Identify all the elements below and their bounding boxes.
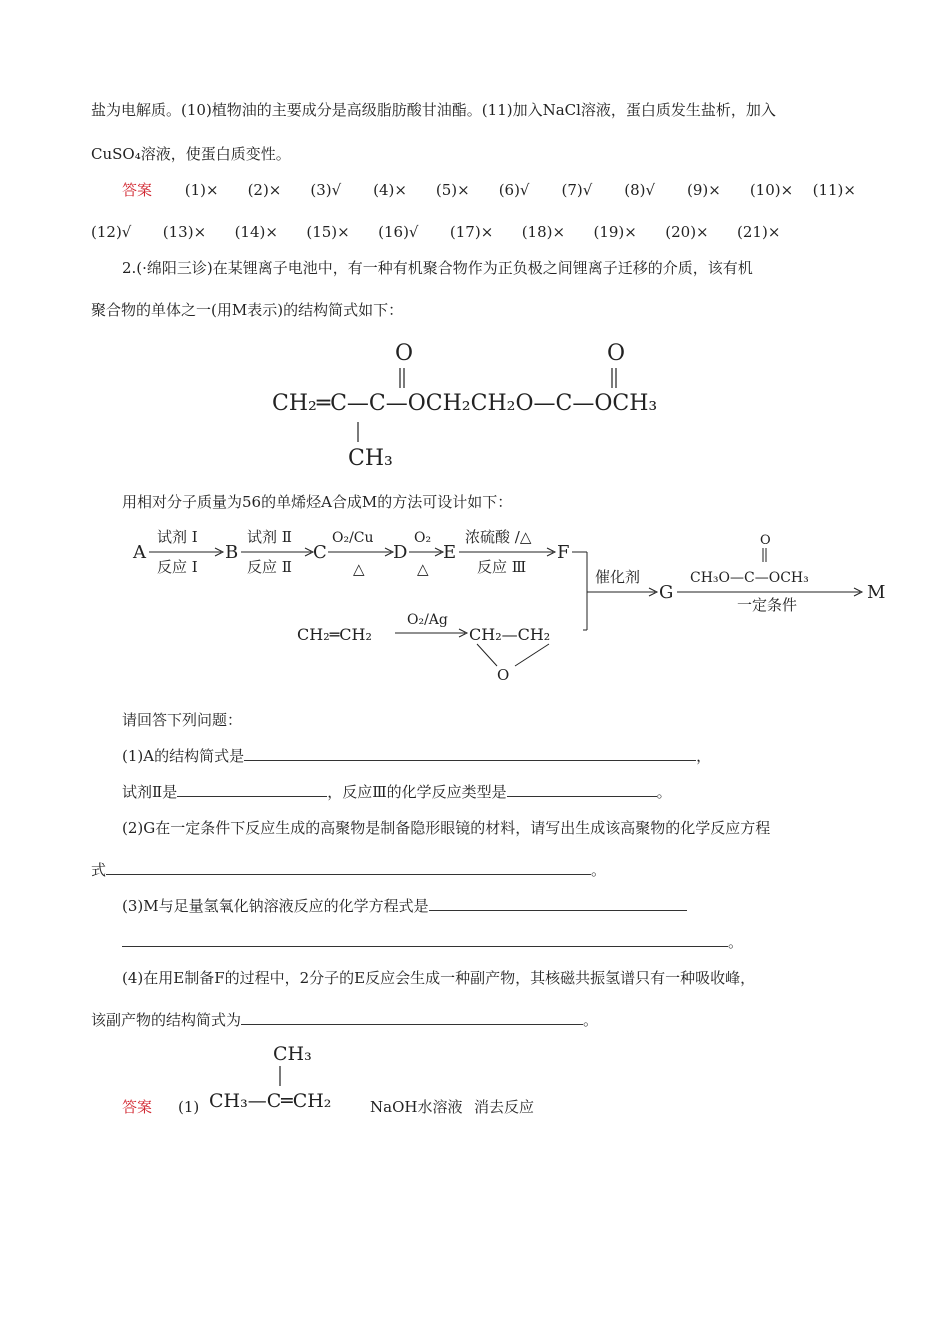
reagent-3: O₂/Cu: [332, 530, 374, 546]
reagent-1: 试剂 Ⅰ: [157, 528, 198, 546]
answer-item: (12)√: [91, 223, 132, 241]
reagent-5: 浓硫酸 /△: [465, 528, 532, 546]
answer-item: (18)×: [521, 223, 566, 241]
subquestion-3-continued: [122, 932, 743, 952]
catalyst: 催化剂: [595, 568, 641, 586]
answer-item: (4)×: [373, 181, 407, 199]
condition-4: △: [417, 560, 429, 578]
punct: 。: [591, 861, 607, 879]
question-2-line-2: 聚合物的单体之一(用M表示)的结构简式如下：: [91, 301, 404, 319]
answer-item: (19)×: [593, 223, 637, 241]
reagent-6: O₂/Ag: [407, 612, 448, 628]
answer-item: (13)×: [162, 223, 207, 241]
answer-item: (6)√: [498, 181, 530, 199]
answer-item: (14)×: [234, 223, 278, 241]
compound-m: M: [867, 582, 886, 603]
subquestion-1a-text: (1)A的结构简式是: [122, 747, 245, 765]
isobutene-methyl-top: CH₃: [273, 1043, 312, 1065]
answer-item: (1)×: [184, 181, 219, 199]
subquestion-1b-mid: ，反应Ⅲ的化学反应类型是: [327, 783, 507, 801]
final-answer-number: (1): [178, 1098, 200, 1116]
answer-blank-3a[interactable]: [429, 896, 687, 911]
punct: ，: [696, 747, 712, 765]
subquestion-2b: [91, 860, 606, 880]
subquestion-1b-text: 试剂Ⅱ是: [122, 783, 178, 801]
reaction-2: 反应 Ⅱ: [247, 558, 292, 576]
answer-blank-reagent-2[interactable]: [177, 782, 327, 797]
epoxide-oxygen: O: [497, 666, 510, 684]
answer-item: (3)√: [310, 181, 342, 199]
subquestion-4b: [91, 1010, 598, 1030]
answer-blank-3b[interactable]: [122, 932, 728, 947]
subquestion-3: [122, 896, 687, 916]
answer-item: (17)×: [449, 223, 494, 241]
compound-d: D: [393, 542, 408, 563]
condition-g: 一定条件: [737, 596, 798, 614]
compound-a: A: [133, 542, 146, 563]
paragraph-line-2: CuSO₄溶液，使蛋白质变性。: [91, 145, 291, 163]
answer-item: (5)×: [435, 181, 470, 199]
synthesis-intro: 用相对分子质量为56的单烯烃A合成M的方法可设计如下：: [122, 493, 513, 511]
answer-blank-reaction-3-type[interactable]: [507, 782, 657, 797]
answer-item: (21)×: [737, 223, 781, 241]
ethylene: CH₂═CH₂: [297, 625, 372, 644]
punct: 。: [728, 933, 744, 951]
compound-e: E: [443, 542, 457, 563]
carbonate-oxygen: O: [760, 533, 771, 548]
compound-g: G: [659, 582, 674, 603]
answer-blank-1a[interactable]: [244, 746, 696, 761]
final-answer-reagent: NaOH水溶液: [370, 1098, 463, 1116]
synthesis-scheme: [125, 520, 905, 690]
answer-item: (7)√: [561, 181, 593, 199]
methyl-branch: CH₃: [348, 446, 393, 471]
punct: 。: [583, 1011, 599, 1029]
monomer-main-chain: CH₂═C—C—OCH₂CH₂O—C—OCH₃: [272, 391, 658, 416]
carbonyl-oxygen-2: O: [607, 341, 626, 366]
answer-row-1: [122, 180, 856, 200]
answer-item: (10)×: [749, 181, 794, 199]
subquestion-4b-text: 该副产物的结构简式为: [91, 1011, 242, 1029]
compound-b: B: [225, 542, 239, 563]
answer-blank-4[interactable]: [241, 1010, 583, 1025]
isobutene-main: CH₃—C═CH₂: [209, 1090, 332, 1112]
dimethyl-carbonate: CH₃O—C—OCH₃: [690, 570, 809, 586]
subquestion-1b: [122, 782, 672, 802]
subquestion-2a: (2)G在一定条件下反应生成的高聚物是制备隐形眼镜的材料，请写出生成该高聚物的化学反应方程: [122, 819, 771, 837]
answer-item: (15)×: [306, 223, 350, 241]
compound-c: C: [313, 542, 327, 563]
answer-label: 答案: [122, 181, 153, 199]
reagent-2: 试剂 Ⅱ: [247, 528, 292, 546]
subquestion-2b-text: 式: [91, 861, 107, 879]
question-prompt: 请回答下列问题：: [122, 711, 243, 729]
monomer-structure: [260, 330, 740, 475]
answer-blank-2[interactable]: [106, 860, 591, 875]
reagent-4: O₂: [414, 530, 432, 546]
carbonyl-oxygen-1: O: [395, 341, 414, 366]
question-2-line-1: 2.(·绵阳三诊)在某锂离子电池中，有一种有机聚合物作为正负极之间锂离子迁移的介质，该有机: [122, 259, 753, 277]
answer-item: (11)×: [812, 181, 856, 199]
reaction-1: 反应 Ⅰ: [157, 558, 198, 576]
answer-item: (9)×: [687, 181, 721, 199]
answer-item: (16)√: [378, 223, 419, 241]
subquestion-4a: (4)在用E制备F的过程中，2分子的E反应会生成一种副产物，其核磁共振氢谱只有一种吸收峰，: [122, 969, 756, 987]
condition-3: △: [353, 560, 365, 578]
subquestion-1a: [122, 746, 711, 766]
punct: 。: [656, 783, 672, 801]
answer-row-2: [91, 222, 780, 242]
compound-f: F: [557, 542, 570, 563]
answer-item: (20)×: [665, 223, 709, 241]
subquestion-3-text: (3)M与足量氢氧化钠溶液反应的化学方程式是: [122, 897, 429, 915]
answer-item: (2)×: [247, 181, 282, 199]
ethylene-oxide: CH₂—CH₂: [469, 625, 551, 644]
final-answer-type: 消去反应: [474, 1098, 535, 1116]
isobutene-structure: [205, 1040, 365, 1120]
final-answer-label: 答案: [122, 1098, 153, 1116]
answer-item: (8)√: [624, 181, 656, 199]
paragraph-line-1: 盐为电解质。(10)植物油的主要成分是高级脂肪酸甘油酯。(11)加入NaCl溶液，蛋白质发生盐析，加入: [91, 101, 776, 119]
reaction-3: 反应 Ⅲ: [477, 558, 527, 576]
